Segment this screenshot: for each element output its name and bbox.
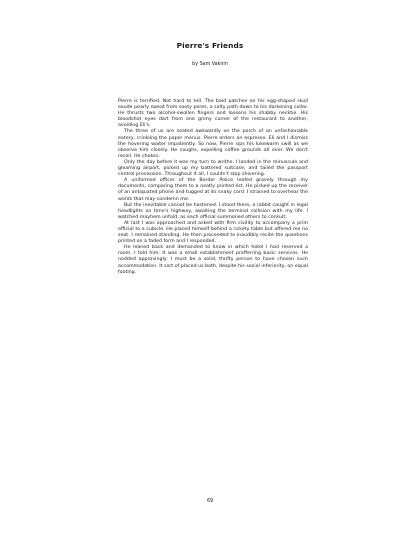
paragraph-7: He leaned back and demanded to know in which hotel I had reserved a room. I told him. It was a small establishment profferring basic services. He nodded approvingly: I must be a solid, thrifty person to have chosen such accommodation. It sort of placed us both, despite his social inferiority, on equal footing. xyxy=(118,245,309,275)
story-body xyxy=(118,99,308,276)
paragraph-5: But the inevitable cannot be hastened. I stood there, a rabbit caught in legal headlights on time's highway, awaiting the terminal collision with my life. I watched mayhem unfold, as each official summoned others to consult. xyxy=(118,202,308,220)
paragraph-4: A uniformed officer of the Border Police leafed gravely through my documents, comparing them to a neatly printed list. He picked up the receiver of an antiquated phone and tugged at its snaky cord. I strained to overhear the words that may condemn me. xyxy=(118,178,308,202)
paragraph-3: Only the day before it was my turn to writhe. I landed in the minuscule and gleaming airport, picked up my battered suitcase, and tailed the passport control procession. Throughout it all, I couldn't stop shivering. xyxy=(118,159,308,178)
author-byline: by Sam Vaknin xyxy=(192,62,228,67)
paragraph-2: The three of us are seated awkwardly on the porch of an unfashionable eatery, crinkling the paper menus. Pierre orders an espresso. Eli and I dismiss the hovering waiter impatiently. So now, Pierre sips his lukewarm swill as we observe him closely. He coughs, expelling coffee grounds all over. We don't recoil. He chokes. xyxy=(118,129,308,159)
paragraph-1: Pierre is terrified. Not hard to tell. The bald patches on his egg-shaped skull exude pearly sweat from sooty pores, a salty path down to his darkening collar. He thrusts two alcohol-swollen fingers and loosens his shabby necktie. His bloodshot eyes dart from one grimy corner of the restaurant to another, avoiding Eli's. xyxy=(118,99,308,129)
story-title: Pierre's Friends xyxy=(176,41,244,50)
page-number: 69 xyxy=(206,499,214,504)
paragraph-6: At last I was approached and asked with firm civility to accompany a prim official to a cubicle. He placed himself behind a rickety table but offered me no seat. I remained standing. He then proceeded to inaudibly recite the questions printed on a faded form and I responded. xyxy=(118,220,308,245)
